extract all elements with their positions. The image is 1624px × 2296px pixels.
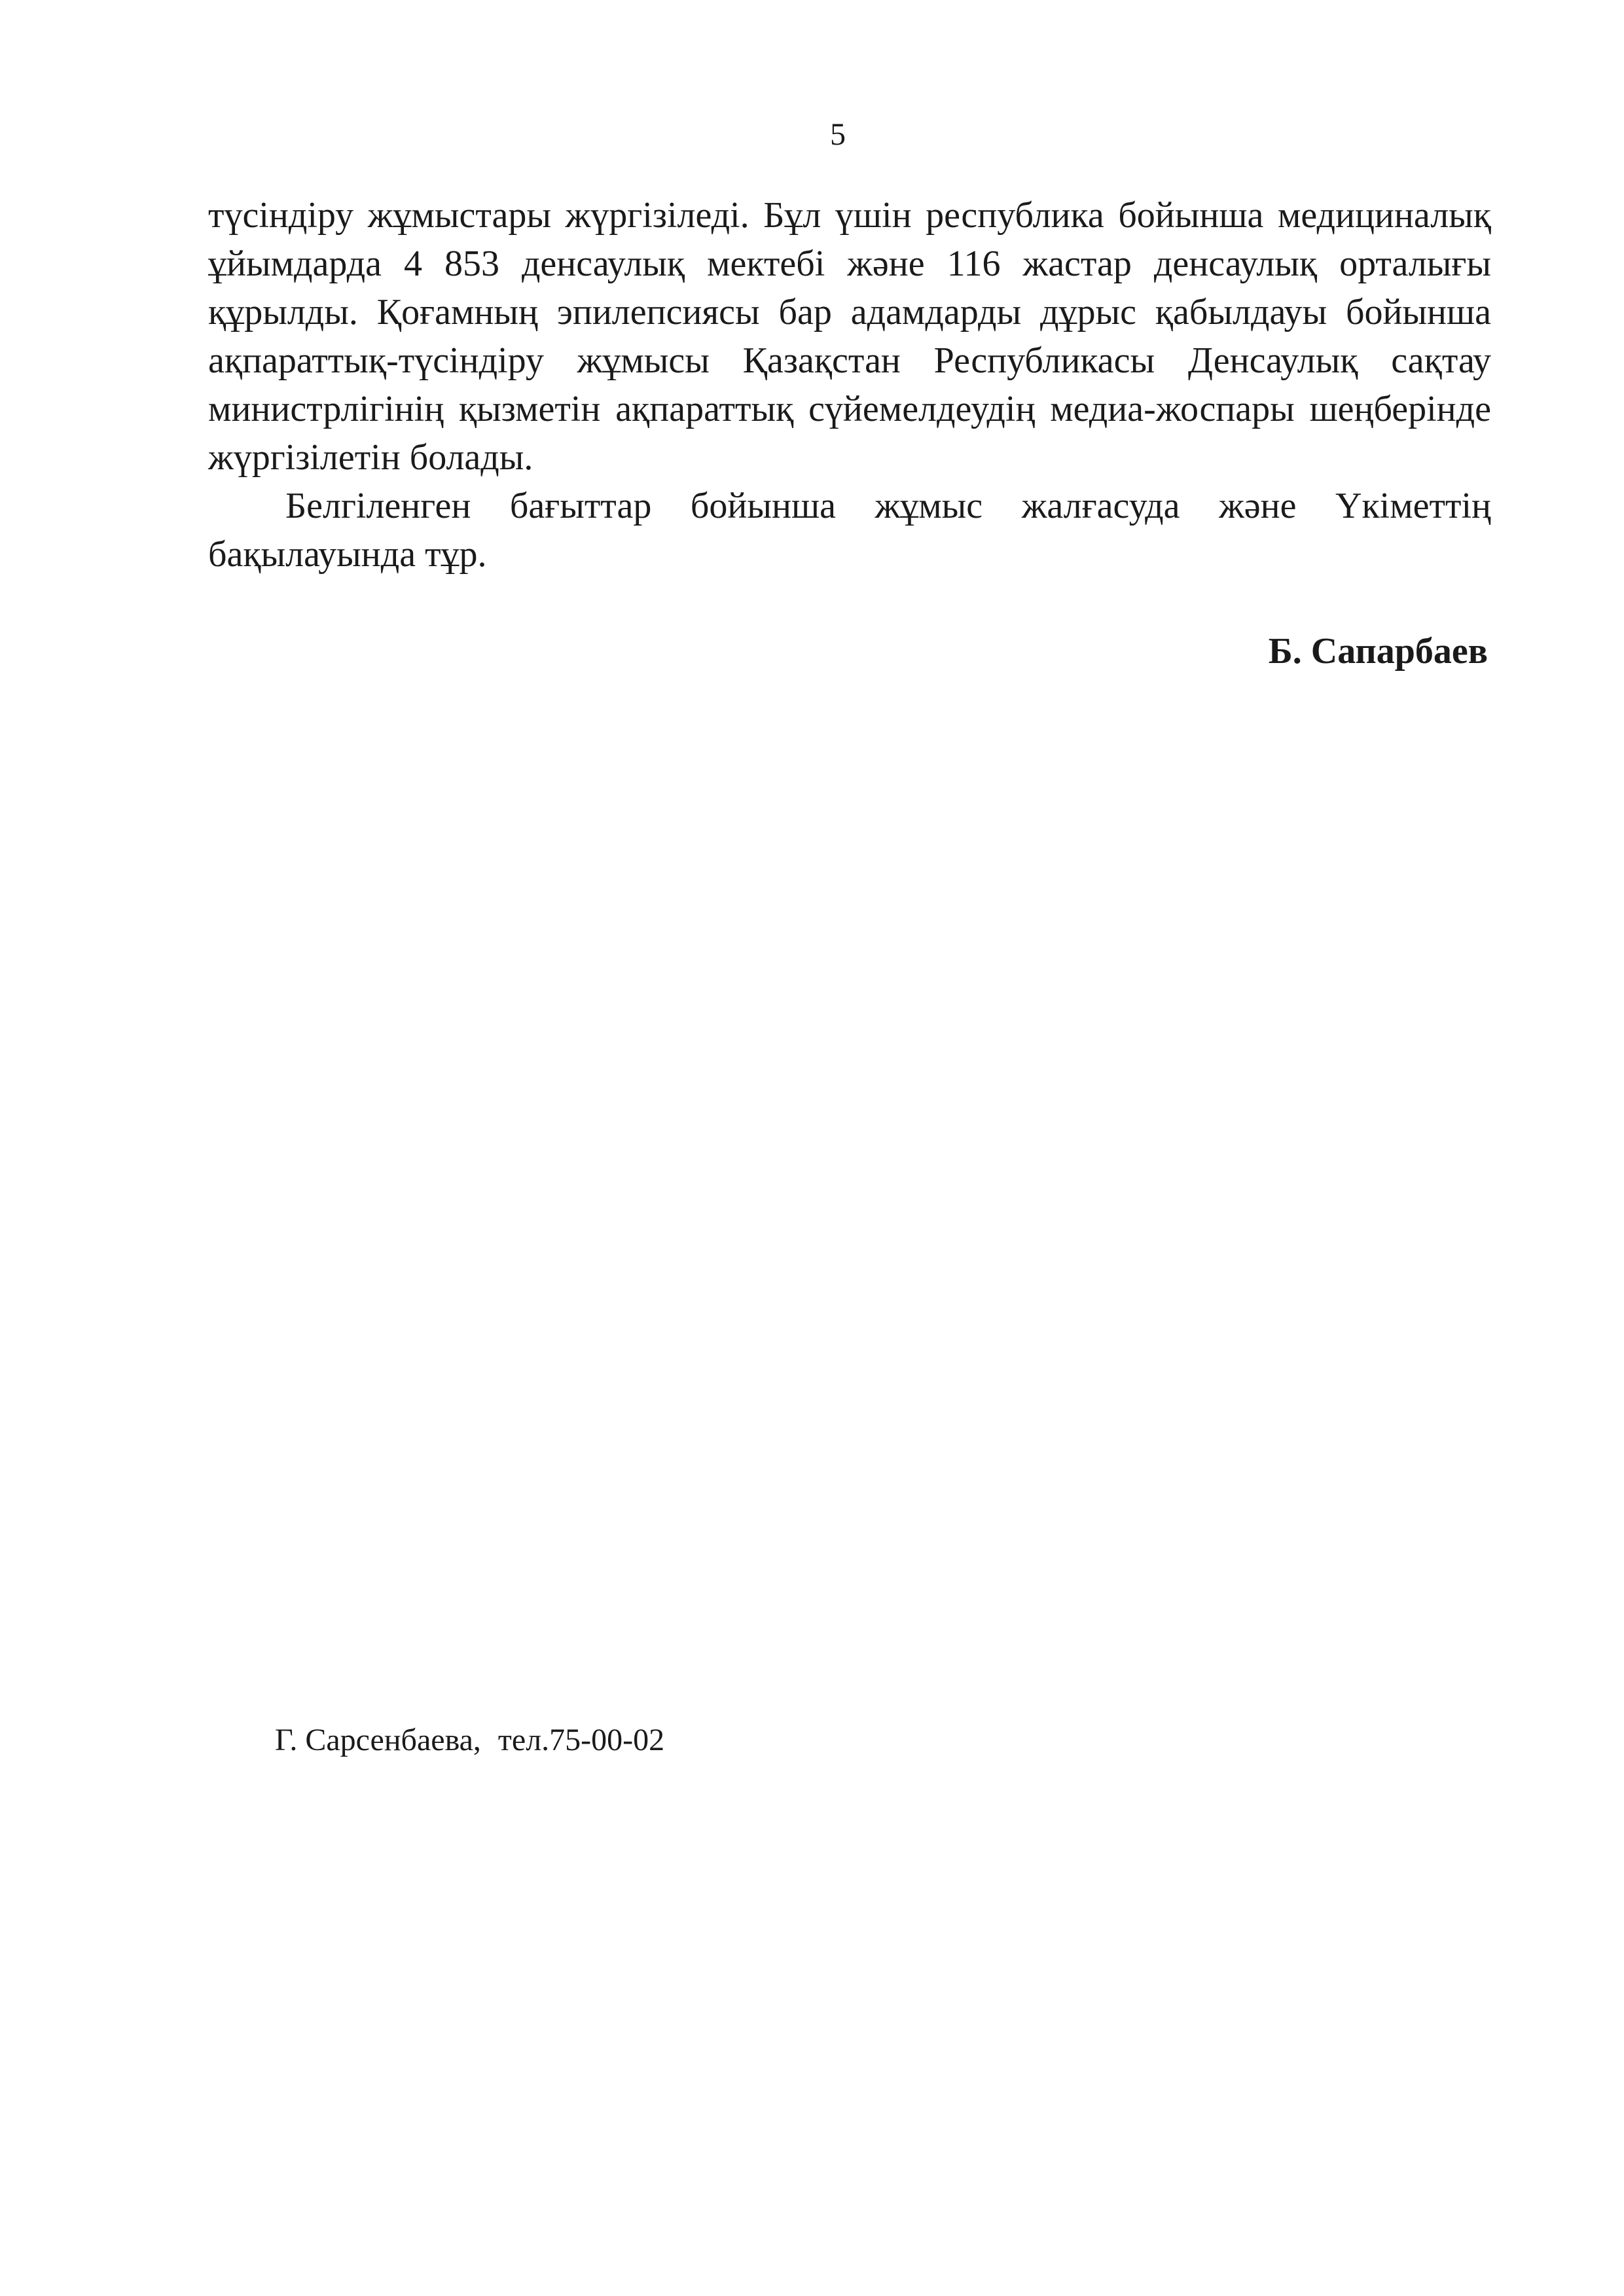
paragraph-continuation: түсіндіру жұмыстары жүргізіледі. Бұл үшін республика бойынша медициналық ұйымдарда 4 853 денсаулық мектебі және 116 жастар денсаулық орталығы құрылды. Қоғамның эпилепсиясы бар адамдарды дұрыс қабылдауы бойынша ақпараттық-түсіндіру жұмысы Қазақстан Республикасы Денсаулық сақтау министрлігінің қызметін ақпараттық сүйемелдеудің медиа-жоспары шеңберінде жүргізілетін болады. [208,195,1491,478]
contact-line [275,1721,664,1759]
contact-person: Г. Сарсенбаева, [275,1723,481,1757]
body-text [208,191,1491,579]
contact-phone: тел.75-00-02 [497,1723,665,1757]
paragraph-conclusion: Белгіленген бағыттар бойынша жұмыс жалғасуда және Үкіметтің бақылауында тұр. [208,486,1491,575]
signature-name: Б. Сапарбаев [1268,631,1488,672]
page-number: 5 [830,117,846,152]
